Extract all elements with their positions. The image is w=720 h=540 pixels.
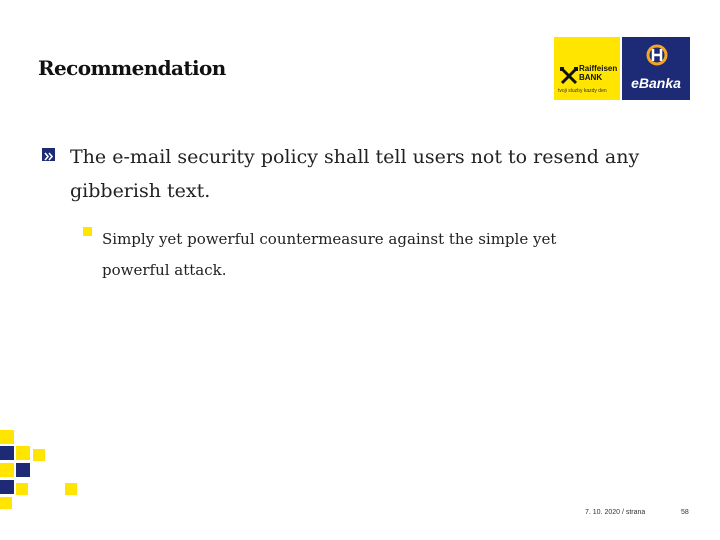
raiffeisen-gable-cross-icon <box>560 67 578 85</box>
decor-square <box>65 483 77 495</box>
bullet-text-level1: The e-mail security policy shall tell users not to resend any gibberish text. <box>70 146 640 202</box>
slide-title: Recommendation <box>38 56 226 80</box>
bullet-square-icon <box>83 227 92 236</box>
raiffeisen-name <box>579 64 617 82</box>
decor-square <box>16 463 30 477</box>
decor-square <box>0 480 14 494</box>
bullet-text-level2: Simply yet powerful countermeasure against the simple yet powerful attack. <box>102 230 557 279</box>
raiffeisen-name-line1: Raiffeisen <box>579 64 618 73</box>
decor-square <box>0 463 14 477</box>
bullet-arrow-icon <box>42 148 55 161</box>
raiffeisen-tagline: tvoji sluzby kazdy den <box>558 88 607 94</box>
raiffeisen-bank-logo <box>554 37 620 100</box>
footer-date: 7. 10. 2020 / strana <box>585 509 646 516</box>
ebanka-emblem-icon <box>645 43 669 67</box>
decor-square <box>0 497 12 509</box>
raiffeisen-name-line2: BANK <box>579 73 603 82</box>
ebanka-name: eBanka <box>631 75 681 91</box>
decor-square <box>16 446 30 460</box>
page-number: 58 <box>681 509 689 516</box>
decor-square <box>33 449 45 461</box>
decor-square <box>0 430 14 444</box>
decor-square <box>16 483 28 495</box>
decor-square <box>0 446 14 460</box>
ebanka-logo <box>622 37 690 100</box>
